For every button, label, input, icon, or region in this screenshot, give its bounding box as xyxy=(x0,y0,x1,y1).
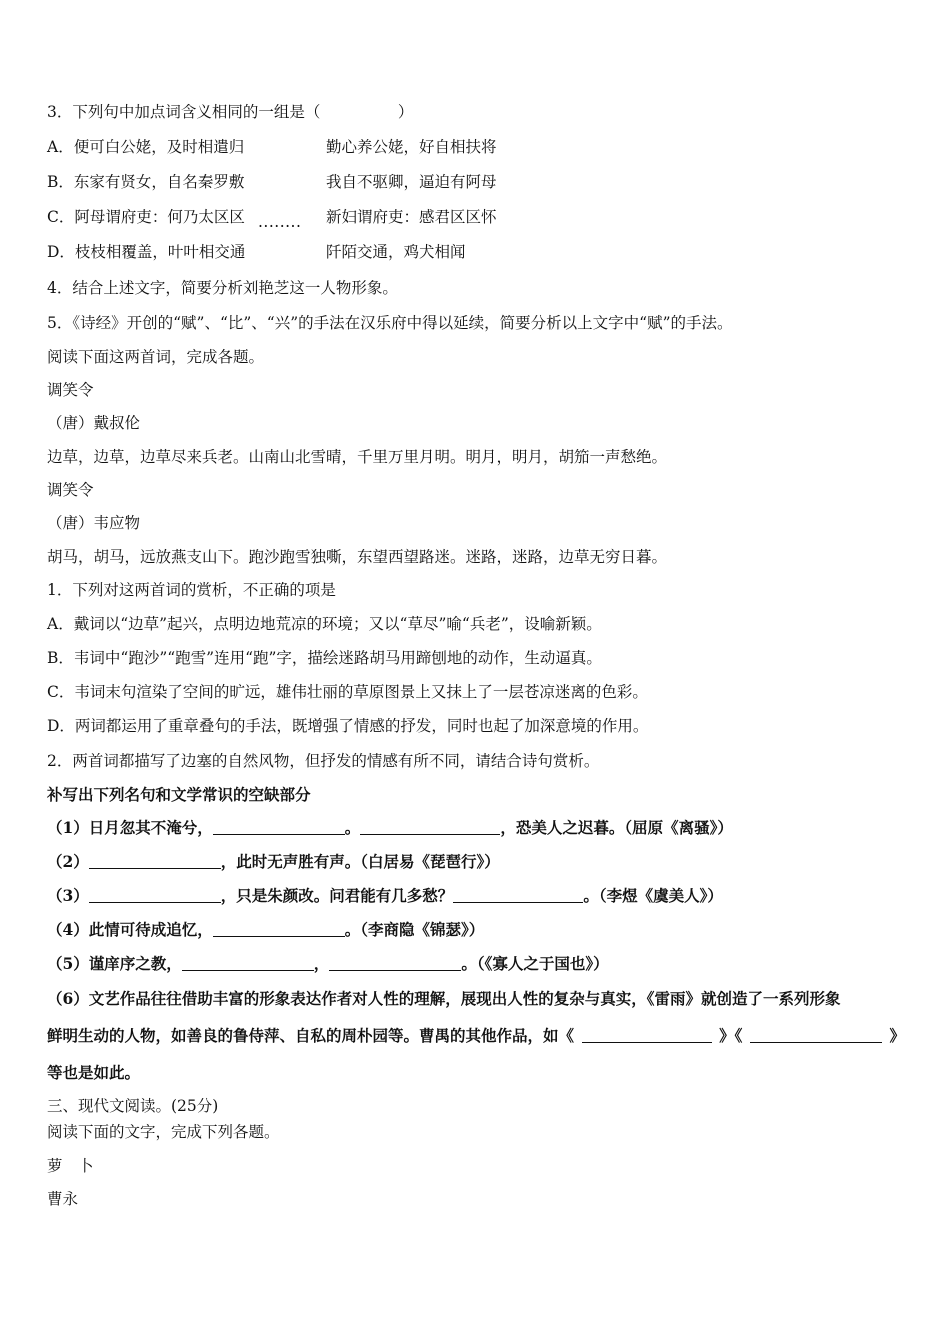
q5-text: 5．《诗经》开创的“赋”、“比”、“兴”的手法在汉乐府中得以延续，简要分析以上文字中“赋”的手法。 xyxy=(47,314,733,332)
fill-l5-text-b: ， xyxy=(313,954,330,973)
fill-l3-text-c: 。（李煜《虞美人》） xyxy=(583,886,723,905)
section3-heading: 三、现代文阅读。(25分) xyxy=(47,1097,219,1115)
fill-blank xyxy=(582,1027,712,1043)
fill-line-1 xyxy=(47,819,733,838)
pq1-option-d: D．两词都运用了重章叠句的手法，既增强了情感的抒发，同时也起了加深意境的作用。 xyxy=(47,717,649,735)
q3-option-c-right: 新妇谓府吏：感君区区怀 xyxy=(326,208,497,226)
fill-blank xyxy=(89,853,221,869)
fill-title: 补写出下列名句和文学常识的空缺部分 xyxy=(47,785,311,804)
q3-option-b-right: 我自不驱卿，逼迫有阿母 xyxy=(326,173,497,191)
fill-blank xyxy=(89,887,221,903)
fill-blank xyxy=(213,921,345,937)
section3-intro: 阅读下面的文字，完成下列各题。 xyxy=(47,1123,280,1141)
fill-line-6a: （6）文艺作品往往借助丰富的形象表达作者对人性的理解，展现出人性的复杂与真实，《雷雨》就创造了一系列形象 xyxy=(47,989,841,1008)
fill-blank xyxy=(453,887,583,903)
q3-option-d-left: D．枝枝相覆盖，叶叶相交通 xyxy=(47,243,246,261)
story-title: 萝 卜 xyxy=(47,1157,94,1175)
poem1-text: 边草，边草，边草尽来兵老。山南山北雪晴，千里万里月明。明月，明月，胡笳一声愁绝。 xyxy=(47,448,668,466)
fill-l6-text-c: 》《 xyxy=(719,1026,743,1045)
fill-l1-text-b: 。 xyxy=(344,818,361,837)
fill-l5-text-a: （5）谨庠序之教， xyxy=(47,954,182,973)
q3-option-c-left: C．阿母谓府吏：何乃太区区 xyxy=(47,208,245,226)
story-author: 曹永 xyxy=(47,1190,79,1208)
poems-intro: 阅读下面这两首词，完成各题。 xyxy=(47,348,265,366)
q3-option-a-left: A．便可白公姥，及时相遣归 xyxy=(47,138,245,156)
fill-line-2 xyxy=(47,853,500,872)
emphasis-dots: ........ xyxy=(258,213,302,231)
pq1-stem: 1．下列对这两首词的赏析，不正确的项是 xyxy=(47,581,336,599)
fill-blank xyxy=(360,819,500,835)
fill-line-4 xyxy=(47,921,484,940)
fill-blank xyxy=(329,955,461,971)
pq2-text: 2．两首词都描写了边塞的自然风物，但抒发的情感有所不同，请结合诗句赏析。 xyxy=(47,752,600,770)
fill-line-5 xyxy=(47,955,609,974)
fill-blank xyxy=(182,955,314,971)
fill-line-3 xyxy=(47,887,723,906)
poem1-author: （唐）戴叔伦 xyxy=(47,414,141,432)
poem2-text: 胡马，胡马，远放燕支山下。跑沙跑雪独嘶，东望西望路迷。迷路，迷路，边草无穷日暮。 xyxy=(47,548,668,566)
fill-line-6b xyxy=(47,1027,905,1046)
fill-l2-text-a: （2） xyxy=(47,852,89,871)
q4-text: 4．结合上述文字，简要分析刘艳芝这一人物形象。 xyxy=(47,279,398,297)
fill-blank xyxy=(213,819,345,835)
fill-l3-text-b: ，只是朱颜改。问君能有几多愁？ xyxy=(220,886,454,905)
pq1-option-c: C．韦词末句渲染了空间的旷远，雄伟壮丽的草原图景上又抹上了一层苍凉迷离的色彩。 xyxy=(47,683,648,701)
pq1-option-b: B．韦词中“跑沙”“跑雪”连用“跑”字，描绘迷路胡马用蹄刨地的动作，生动逼真。 xyxy=(47,649,602,667)
q3-stem: 3．下列句中加点词含义相同的一组是（ ） xyxy=(47,103,414,121)
poem2-author: （唐）韦应物 xyxy=(47,514,141,532)
fill-l3-text-a: （3） xyxy=(47,886,89,905)
q3-option-b-left: B．东家有贤女，自名秦罗敷 xyxy=(47,173,245,191)
poem1-title: 调笑令 xyxy=(47,381,94,399)
fill-l1-text-a: （1）日月忽其不淹兮， xyxy=(47,818,213,837)
fill-l5-text-c: 。（《寡人之于国也》） xyxy=(461,954,609,973)
fill-l4-text-b: 。（李商隐《锦瑟》） xyxy=(344,920,485,939)
fill-l4-text-a: （4）此情可待成追忆， xyxy=(47,920,213,939)
fill-l6-text-b: 鲜明生动的人物，如善良的鲁侍萍、自私的周朴园等。曹禺的其他作品，如《 xyxy=(47,1026,575,1045)
pq1-option-a: A．戴词以“边草”起兴，点明边地荒凉的环境；又以“草尽”喻“兵老”，设喻新颖。 xyxy=(47,615,602,633)
fill-blank xyxy=(750,1027,882,1043)
fill-l6-text-d: 》 xyxy=(889,1026,905,1045)
fill-l1-text-c: ，恐美人之迟暮。（屈原《离骚》） xyxy=(500,818,733,837)
q3-option-d-right: 阡陌交通，鸡犬相闻 xyxy=(326,243,466,261)
poem2-title: 调笑令 xyxy=(47,481,94,499)
fill-l2-text-b: ，此时无声胜有声。（白居易《琵琶行》） xyxy=(220,852,500,871)
q3-option-a-right: 勤心养公姥，好自相扶将 xyxy=(326,138,497,156)
fill-line-6c: 等也是如此。 xyxy=(47,1063,141,1082)
